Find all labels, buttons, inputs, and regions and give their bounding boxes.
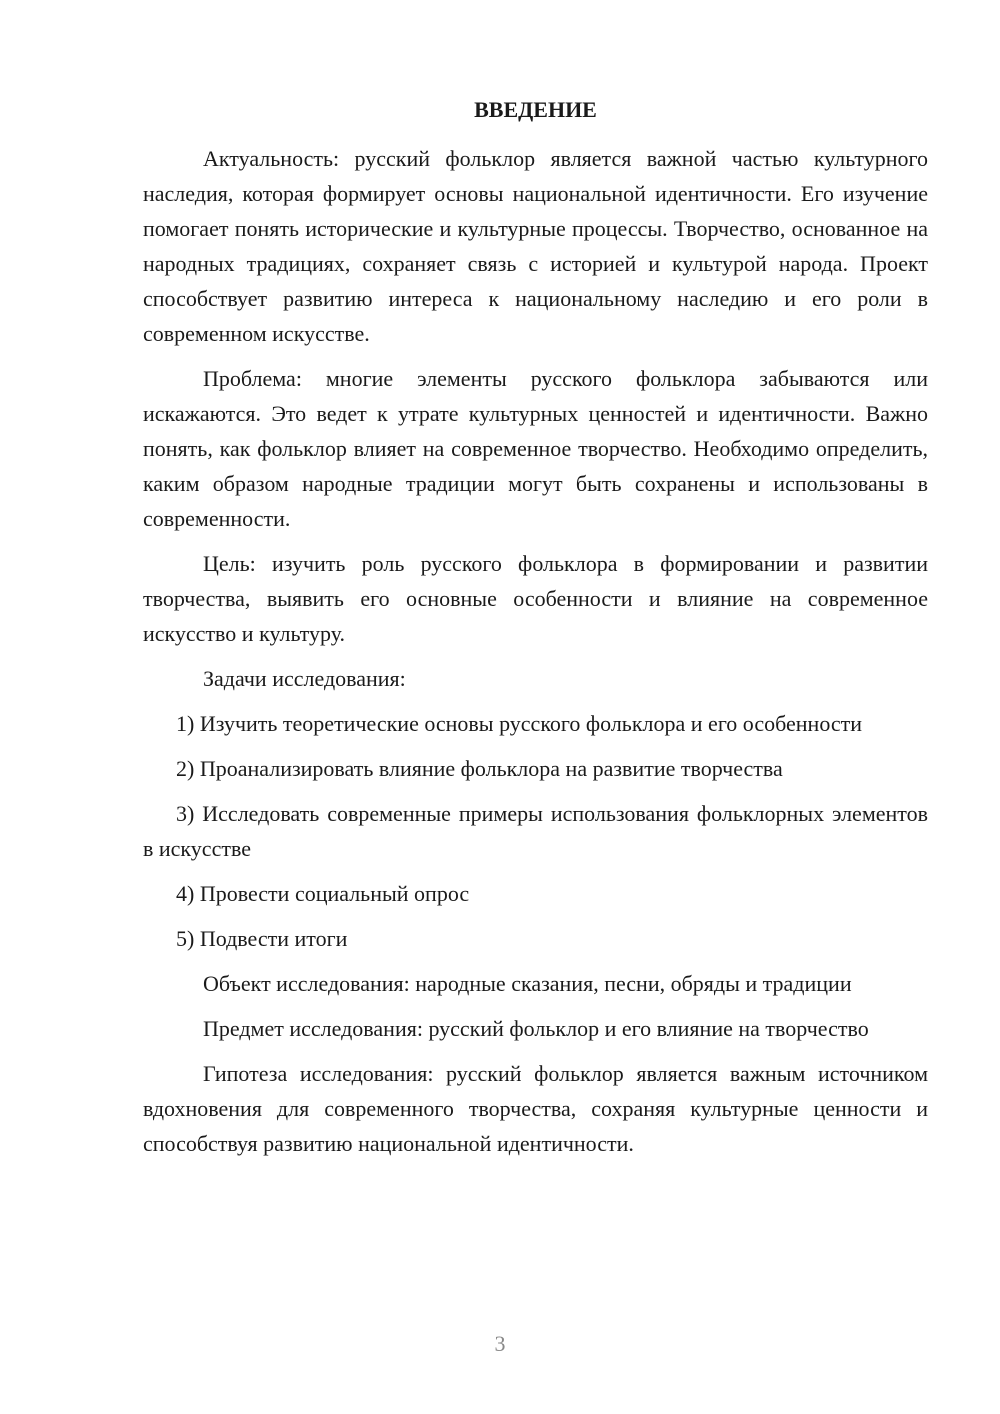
page-title: ВВЕДЕНИЕ <box>474 97 597 122</box>
task-item-5: 5) Подвести итоги <box>176 926 348 951</box>
paragraph-subject: Предмет исследования: русский фольклор и его влияние на творчество <box>203 1016 869 1041</box>
document-page <box>143 92 928 1171</box>
task-item-3: 3) Исследовать современные примеры использования фольклорных элементов в искусстве <box>143 801 928 861</box>
paragraph-hypothesis: Гипотеза исследования: русский фольклор является важным источником вдохновения для современного творчества, сохраняя культурные ценности и способствуя развитию национальной идентичности. <box>143 1061 928 1156</box>
paragraph-object: Объект исследования: народные сказания, песни, обряды и традиции <box>203 971 852 996</box>
paragraph-relevance: Актуальность: русский фольклор является важной частью культурного наследия, которая формирует основы национальной идентичности. Его изучение помогает понять исторические и культурные процессы. Творчество, основанное на народных традициях, сохраняет связь с историей и культурой народа. Проект способствует развитию интереса к национальному наследию и его роли в современном искусстве. <box>143 146 928 346</box>
task-item-4: 4) Провести социальный опрос <box>176 881 470 906</box>
page-number: 3 <box>494 1331 506 1356</box>
paragraph-problem: Проблема: многие элементы русского фольклора забываются или искажаются. Это ведет к утрате культурных ценностей и идентичности. Важно понять, как фольклор влияет на современное творчество. Необходимо определить, каким образом народные традиции могут быть сохранены и использованы в современности. <box>143 366 928 531</box>
task-item-1: 1) Изучить теоретические основы русского фольклора и его особенности <box>176 711 863 736</box>
task-item-2: 2) Проанализировать влияние фольклора на развитие творчества <box>176 756 783 781</box>
paragraph-goal: Цель: изучить роль русского фольклора в формировании и развитии творчества, выявить его основные особенности и влияние на современное искусство и культуру. <box>143 551 928 646</box>
tasks-heading: Задачи исследования: <box>203 666 406 691</box>
